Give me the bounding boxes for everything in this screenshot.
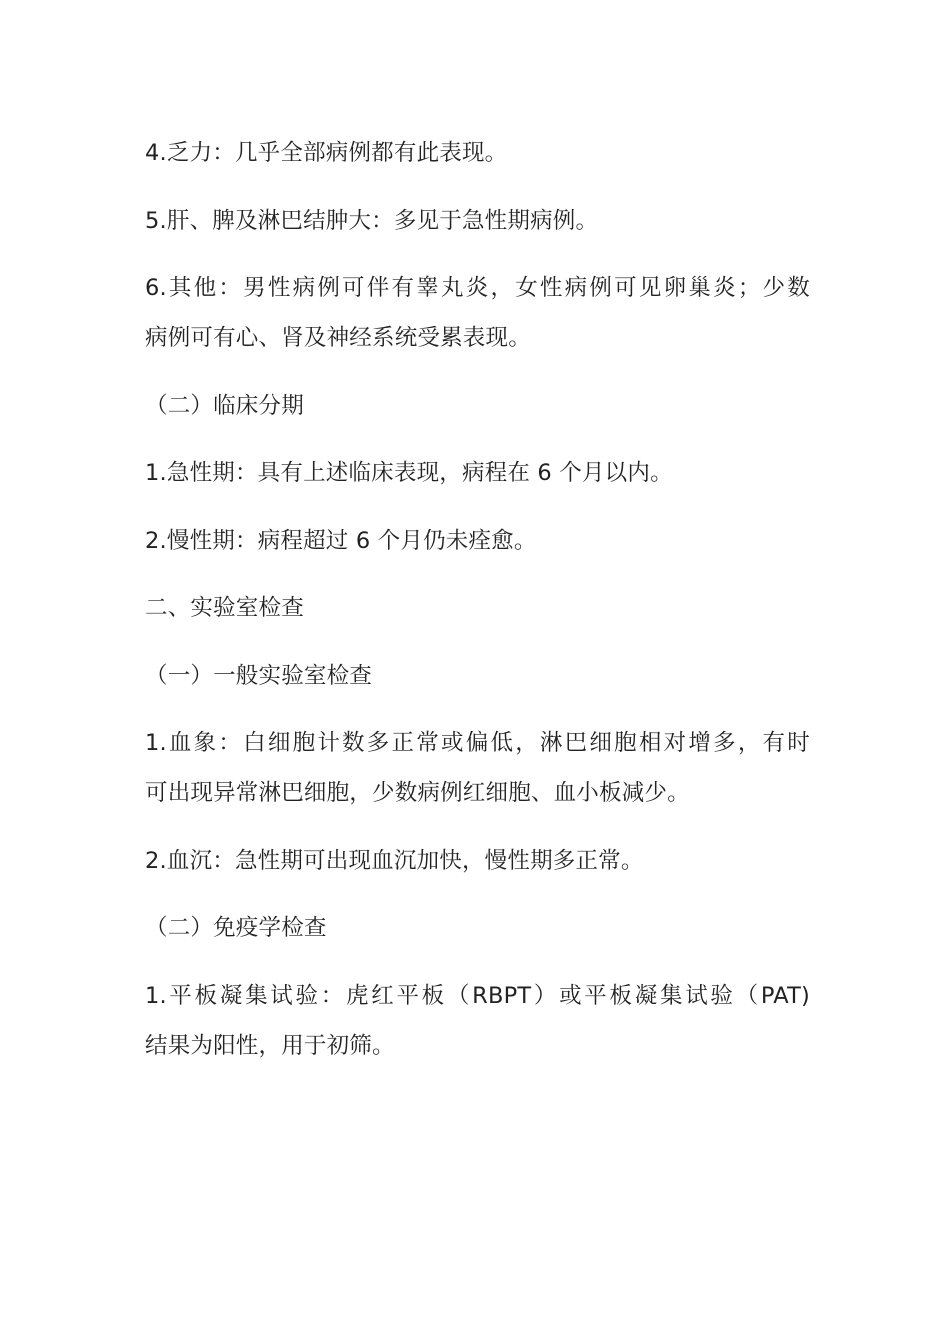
paragraph-organ-enlargement: [145, 196, 810, 246]
paragraph-line: 2.慢性期：病程超过 6 个月仍未痊愈。: [145, 527, 537, 554]
paragraph-line: 6.其他：男性病例可伴有睾丸炎，女性病例可见卵巢炎；少数: [145, 275, 810, 301]
heading-line: 二、实验室检查: [145, 595, 304, 621]
heading-line: （一）一般实验室检查: [145, 662, 373, 689]
paragraph-line: 病例可有心、肾及神经系统受累表现。: [145, 325, 531, 351]
paragraph-line: 1.血象：白细胞计数多正常或偏低，淋巴细胞相对增多，有时: [145, 730, 810, 756]
heading-line: （二）临床分期: [145, 392, 304, 419]
paragraph-blood-picture: [145, 718, 810, 818]
paragraph-acute-phase: [145, 448, 810, 498]
subheading-general-lab-tests: [145, 651, 810, 701]
subheading-immunology-tests: [145, 903, 810, 953]
paragraph-chronic-phase: [145, 516, 810, 566]
paragraph-line: 结果为阳性，用于初筛。: [145, 1032, 395, 1059]
paragraph-line: 1.平板凝集试验：虎红平板（RBPT）或平板凝集试验（PAT): [145, 982, 810, 1009]
paragraph-plate-agglutination: [145, 971, 810, 1071]
paragraph-fatigue: [145, 128, 810, 178]
paragraph-line: 可出现异常淋巴细胞，少数病例红细胞、血小板减少。: [145, 780, 690, 806]
heading-lab-tests: [145, 583, 810, 633]
paragraph-esr: [145, 836, 810, 886]
paragraph-line: 2.血沉：急性期可出现血沉加快，慢性期多正常。: [145, 847, 644, 874]
paragraph-line: 5.肝、脾及淋巴结肿大：多见于急性期病例。: [145, 207, 599, 234]
paragraph-line: 1.急性期：具有上述临床表现，病程在 6 个月以内。: [145, 460, 673, 486]
paragraph-other-symptoms: [145, 263, 810, 363]
heading-line: （二）免疫学检查: [145, 915, 327, 941]
document-body: [145, 128, 810, 1071]
paragraph-line: 4.乏力：几乎全部病例都有此表现。: [145, 140, 508, 166]
subheading-clinical-staging: [145, 381, 810, 431]
